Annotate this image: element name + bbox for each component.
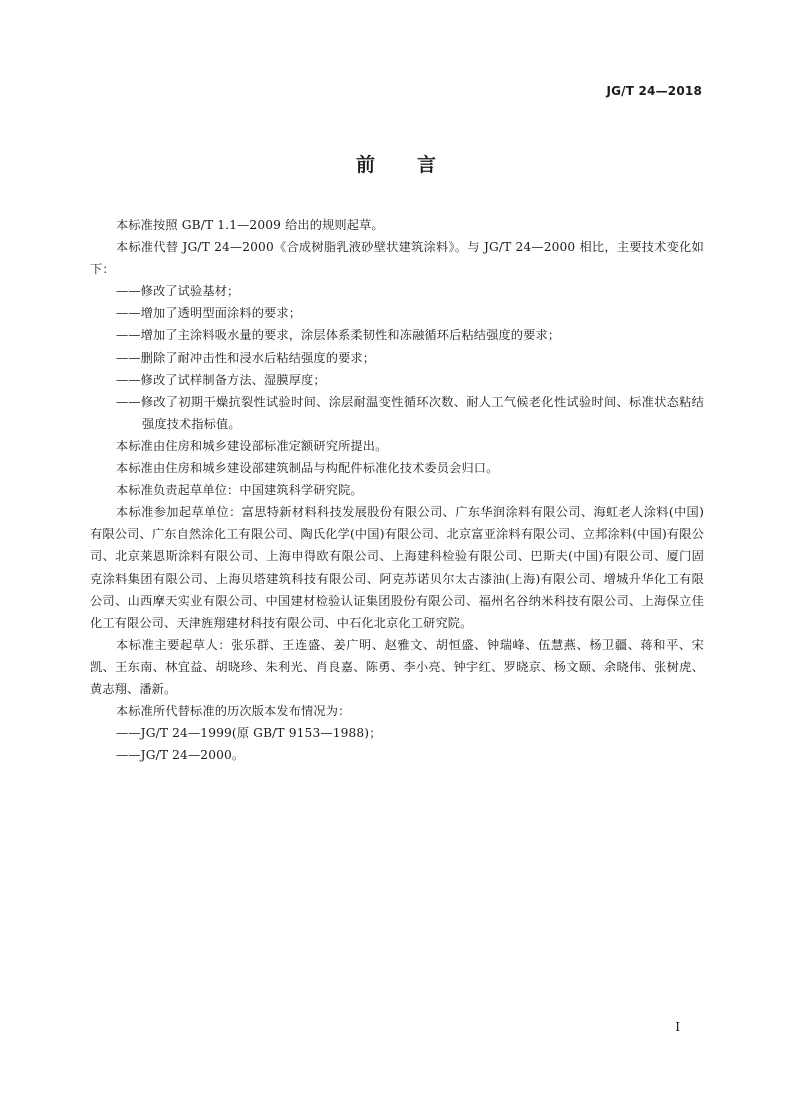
list-item: ——修改了试验基材； xyxy=(116,284,240,299)
foreword-body xyxy=(90,214,704,766)
list-item: ——修改了试样制备方法、湿膜厚度； xyxy=(116,372,326,387)
paragraph-participants: 本标准参加起草单位：富思特新材料科技发展股份有限公司、广东华润涂料有限公司、海虹老人涂料(中国)有限公司、广东自然涂化工有限公司、陶氏化学(中国)有限公司、北京富亚涂料有限公司、立邦涂料(中国)有限公司、北京莱恩斯涂料有限公司、上海申得欧有限公司、上海建科检验有限公司、巴斯夫(中国)有限公司、厦门固克涂料集团有限公司、上海贝塔建筑科技有限公司、阿克苏诺贝尔太古漆油(上海)有限公司、增城升华化工有限公司、山西摩天实业有限公司、中国建材检验认证集团股份有限公司、福州名谷纳米科技有限公司、上海保立佳化工有限公司、天津旌翔建材科技有限公司、中石化北京化工研究院。 xyxy=(90,505,704,630)
paragraph-history-intro: 本标准所代替标准的历次版本发布情况为： xyxy=(116,704,351,719)
list-item: ——JG/T 24—1999(原 GB/T 9153—1988)； xyxy=(116,726,382,741)
list-item: ——修改了初期干燥抗裂性试验时间、涂层耐温变性循环次数、耐人工气候老化性试验时间、标准状态粘结强度技术指标值。 xyxy=(116,394,704,431)
list-item: ——JG/T 24—2000。 xyxy=(116,748,245,763)
standard-code: JG/T 24—2018 xyxy=(606,84,702,98)
paragraph-committee: 本标准由住房和城乡建设部建筑制品与构配件标准化技术委员会归口。 xyxy=(116,461,499,476)
list-item: ——删除了耐冲击性和浸水后粘结强度的要求； xyxy=(116,350,376,365)
list-item: ——增加了主涂料吸水量的要求，涂层体系柔韧性和冻融循环后粘结强度的要求； xyxy=(116,328,561,343)
paragraph-lead-drafter: 本标准负责起草单位：中国建筑科学研究院。 xyxy=(116,483,363,498)
list-item: ——增加了透明型面涂料的要求； xyxy=(116,306,302,321)
page-number: I xyxy=(675,1020,680,1034)
paragraph-drafting-rules: 本标准按照 GB/T 1.1—2009 给出的规则起草。 xyxy=(116,218,384,232)
paragraph-replacement: 本标准代替 JG/T 24—2000《合成树脂乳液砂壁状建筑涂料》。与 JG/T 24—2000 相比，主要技术变化如下： xyxy=(90,240,704,277)
paragraph-proposer: 本标准由住房和城乡建设部标准定额研究所提出。 xyxy=(116,438,388,453)
page-title: 前言 xyxy=(355,154,478,176)
paragraph-main-drafters: 本标准主要起草人：张乐群、王连盛、姜广明、赵雅文、胡恒盛、钟瑞峰、伍慧燕、杨卫疆、蒋和平、宋凯、王东南、林宜益、胡晓珍、朱利光、肖良嘉、陈勇、李小亮、钟宇红、罗晓京、杨文颐、余晓伟、张树虎、黄志翔、潘新。 xyxy=(90,637,704,696)
